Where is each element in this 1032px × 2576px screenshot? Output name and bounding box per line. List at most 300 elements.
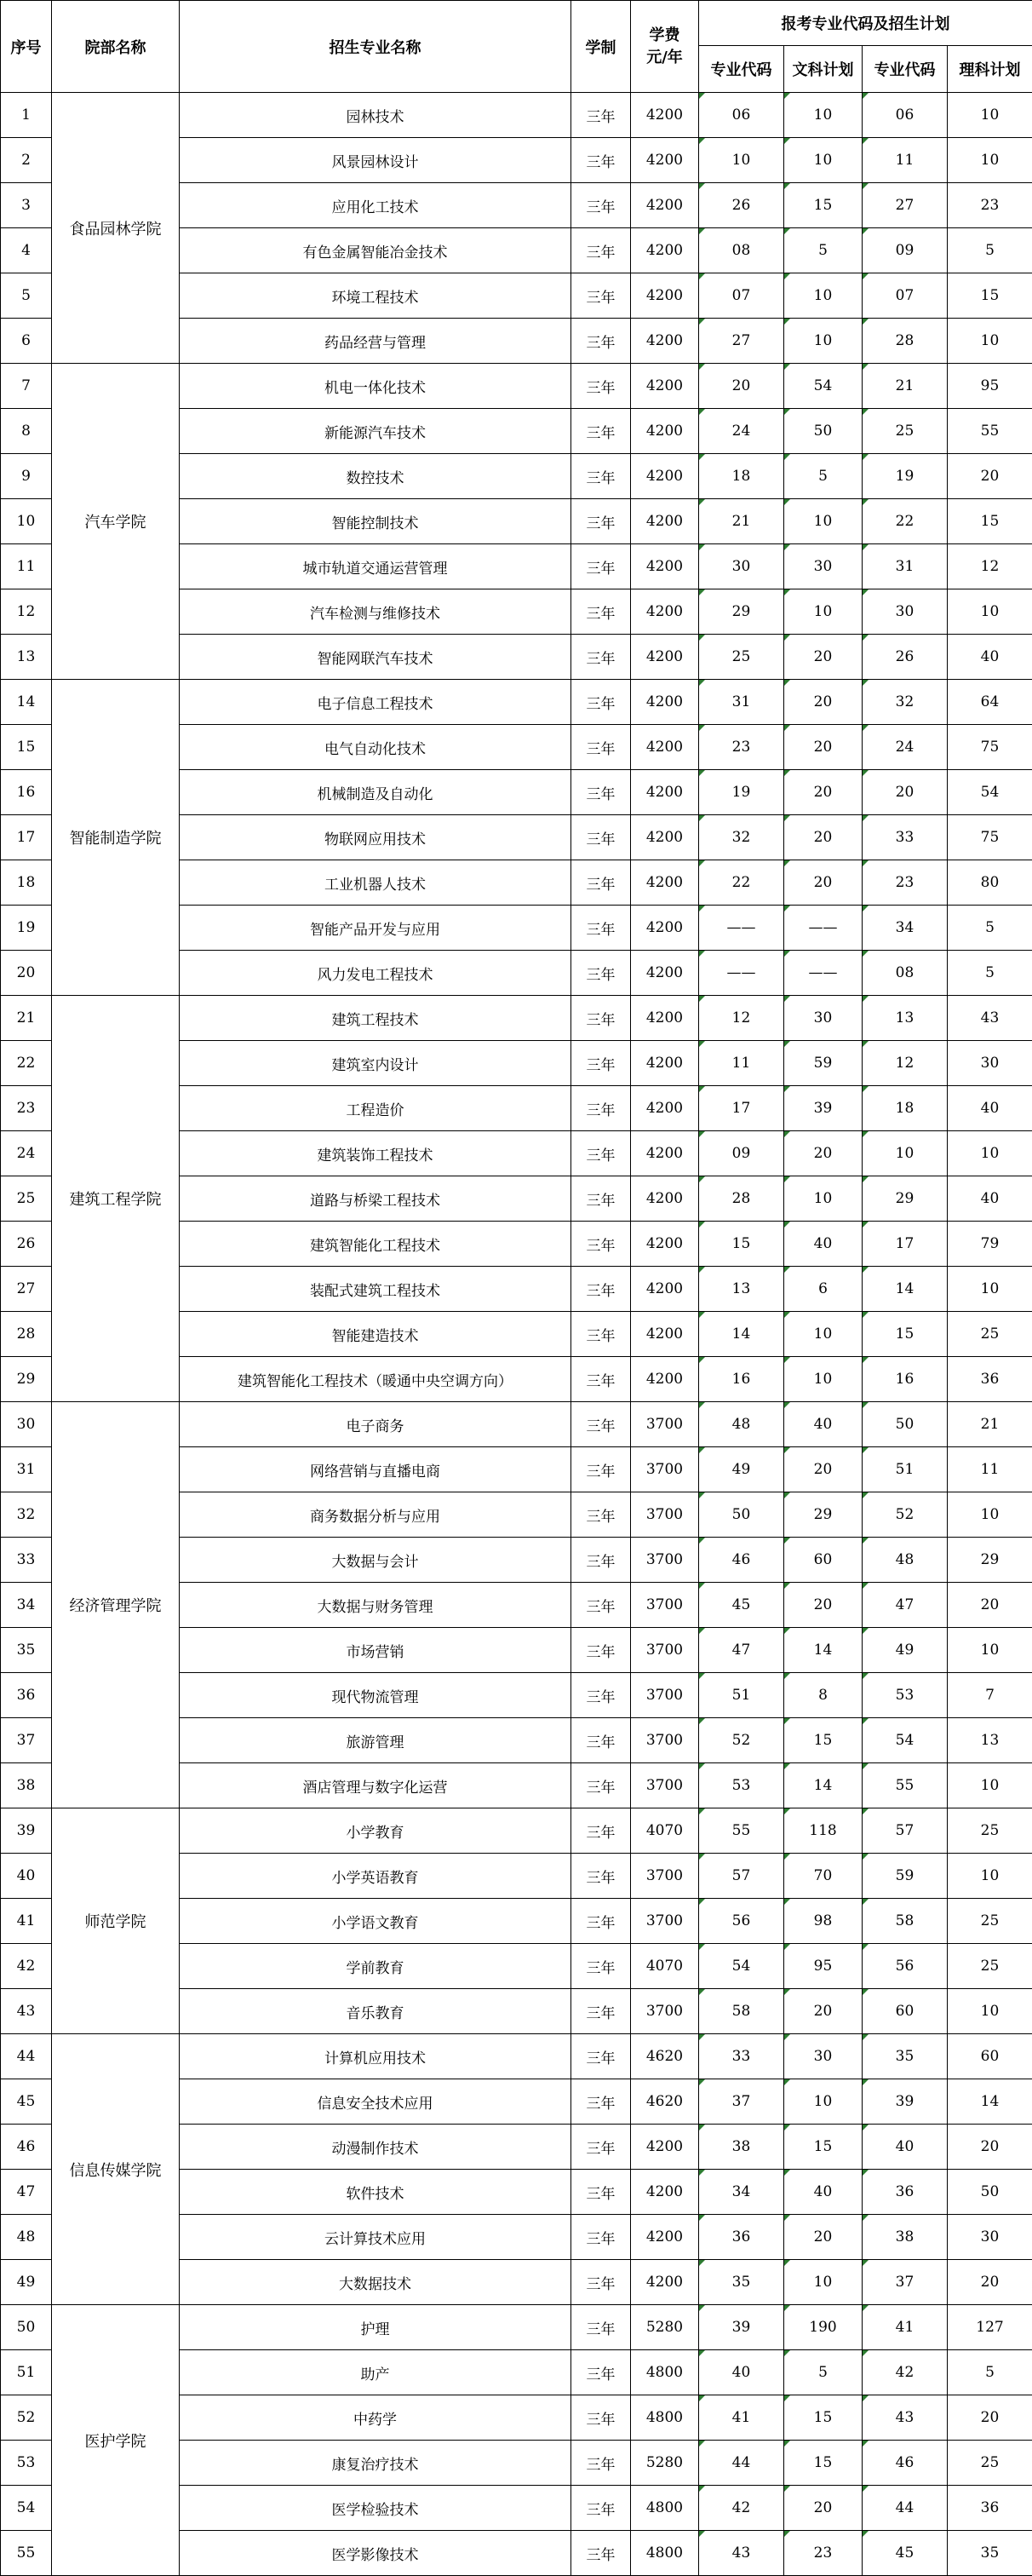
- cell-li-code: 29: [863, 1176, 948, 1222]
- cell-fee: 4200: [631, 770, 699, 815]
- cell-wen-code: 23: [699, 725, 784, 770]
- header-major: 招生专业名称: [180, 1, 571, 93]
- cell-seq: 36: [1, 1673, 52, 1718]
- cell-wen-code: 40: [699, 2350, 784, 2395]
- cell-major: 大数据与财务管理: [180, 1583, 571, 1628]
- cell-li-code: 32: [863, 680, 948, 725]
- cell-major: 装配式建筑工程技术: [180, 1267, 571, 1312]
- cell-wen-code: 18: [699, 454, 784, 499]
- cell-wen-code: ——: [699, 951, 784, 996]
- cell-duration: 三年: [571, 1944, 631, 1989]
- cell-seq: 26: [1, 1222, 52, 1267]
- cell-li-code: 48: [863, 1538, 948, 1583]
- cell-li-plan: 13: [948, 1718, 1032, 1763]
- cell-li-plan: 40: [948, 1086, 1032, 1131]
- cell-seq: 42: [1, 1944, 52, 1989]
- cell-li-plan: 23: [948, 183, 1032, 228]
- cell-fee: 4200: [631, 680, 699, 725]
- cell-fee: 3700: [631, 1854, 699, 1899]
- cell-li-plan: 36: [948, 2486, 1032, 2531]
- cell-wen-plan: 14: [784, 1763, 863, 1808]
- cell-li-plan: 25: [948, 2441, 1032, 2486]
- cell-major: 机械制造及自动化: [180, 770, 571, 815]
- cell-fee: 4620: [631, 2079, 699, 2125]
- cell-duration: 三年: [571, 2531, 631, 2576]
- cell-major: 康复治疗技术: [180, 2441, 571, 2486]
- cell-major: 酒店管理与数字化运营: [180, 1763, 571, 1808]
- cell-major: 风力发电工程技术: [180, 951, 571, 996]
- cell-li-code: 41: [863, 2305, 948, 2350]
- cell-seq: 32: [1, 1492, 52, 1538]
- cell-li-plan: 7: [948, 1673, 1032, 1718]
- cell-duration: 三年: [571, 1628, 631, 1673]
- cell-duration: 三年: [571, 1538, 631, 1583]
- cell-fee: 4200: [631, 2125, 699, 2170]
- cell-wen-plan: 59: [784, 1041, 863, 1086]
- cell-li-plan: 75: [948, 725, 1032, 770]
- cell-fee: 4200: [631, 815, 699, 860]
- cell-seq: 54: [1, 2486, 52, 2531]
- cell-duration: 三年: [571, 815, 631, 860]
- cell-seq: 40: [1, 1854, 52, 1899]
- cell-fee: 4200: [631, 364, 699, 409]
- cell-major: 建筑智能化工程技术: [180, 1222, 571, 1267]
- cell-major: 智能控制技术: [180, 499, 571, 544]
- cell-duration: 三年: [571, 1312, 631, 1357]
- cell-wen-plan: 20: [784, 680, 863, 725]
- cell-li-code: 47: [863, 1583, 948, 1628]
- cell-li-code: 22: [863, 499, 948, 544]
- cell-fee: 4200: [631, 93, 699, 138]
- cell-seq: 9: [1, 454, 52, 499]
- cell-wen-plan: 5: [784, 228, 863, 273]
- cell-seq: 51: [1, 2350, 52, 2395]
- cell-seq: 45: [1, 2079, 52, 2125]
- cell-fee: 4200: [631, 409, 699, 454]
- cell-duration: 三年: [571, 138, 631, 183]
- cell-li-plan: 5: [948, 951, 1032, 996]
- cell-wen-plan: 190: [784, 2305, 863, 2350]
- cell-seq: 38: [1, 1763, 52, 1808]
- cell-duration: 三年: [571, 364, 631, 409]
- cell-li-code: 07: [863, 273, 948, 319]
- cell-wen-code: 36: [699, 2215, 784, 2260]
- cell-duration: 三年: [571, 183, 631, 228]
- table-row: [1, 1402, 1032, 1447]
- cell-wen-plan: 10: [784, 138, 863, 183]
- cell-li-code: 28: [863, 319, 948, 364]
- cell-fee: 5280: [631, 2441, 699, 2486]
- cell-wen-code: ——: [699, 906, 784, 951]
- cell-fee: 4800: [631, 2350, 699, 2395]
- cell-li-plan: 10: [948, 1763, 1032, 1808]
- cell-wen-code: 08: [699, 228, 784, 273]
- cell-wen-code: 45: [699, 1583, 784, 1628]
- cell-li-plan: 95: [948, 364, 1032, 409]
- cell-major: 商务数据分析与应用: [180, 1492, 571, 1538]
- table-row: [1, 1808, 1032, 1854]
- header-fee-line2: 元/年: [631, 47, 698, 69]
- cell-li-plan: 10: [948, 1492, 1032, 1538]
- cell-wen-code: 15: [699, 1222, 784, 1267]
- cell-wen-plan: 30: [784, 996, 863, 1041]
- cell-major: 电子信息工程技术: [180, 680, 571, 725]
- cell-wen-code: 42: [699, 2486, 784, 2531]
- cell-major: 网络营销与直播电商: [180, 1447, 571, 1492]
- cell-fee: 3700: [631, 1402, 699, 1447]
- cell-fee: 4200: [631, 725, 699, 770]
- cell-li-code: 38: [863, 2215, 948, 2260]
- cell-major: 工业机器人技术: [180, 860, 571, 906]
- cell-wen-plan: 14: [784, 1628, 863, 1673]
- cell-li-code: 14: [863, 1267, 948, 1312]
- cell-major: 信息安全技术应用: [180, 2079, 571, 2125]
- header-wen-plan: 文科计划: [784, 46, 863, 93]
- cell-seq: 49: [1, 2260, 52, 2305]
- cell-wen-code: 30: [699, 544, 784, 589]
- cell-li-plan: 5: [948, 228, 1032, 273]
- cell-li-plan: 43: [948, 996, 1032, 1041]
- cell-seq: 27: [1, 1267, 52, 1312]
- cell-fee: 4200: [631, 319, 699, 364]
- cell-duration: 三年: [571, 635, 631, 680]
- cell-wen-code: 16: [699, 1357, 784, 1402]
- cell-fee: 4200: [631, 951, 699, 996]
- cell-seq: 5: [1, 273, 52, 319]
- cell-wen-code: 53: [699, 1763, 784, 1808]
- cell-seq: 3: [1, 183, 52, 228]
- cell-li-plan: 10: [948, 1131, 1032, 1176]
- cell-li-code: 26: [863, 635, 948, 680]
- cell-major: 大数据与会计: [180, 1538, 571, 1583]
- cell-duration: 三年: [571, 2125, 631, 2170]
- cell-wen-code: 31: [699, 680, 784, 725]
- cell-seq: 17: [1, 815, 52, 860]
- cell-major: 机电一体化技术: [180, 364, 571, 409]
- cell-li-code: 51: [863, 1447, 948, 1492]
- cell-li-code: 09: [863, 228, 948, 273]
- cell-fee: 4200: [631, 2170, 699, 2215]
- cell-wen-code: 07: [699, 273, 784, 319]
- cell-department: 医护学院: [52, 2305, 180, 2576]
- cell-wen-plan: 20: [784, 1989, 863, 2034]
- cell-fee: 4070: [631, 1808, 699, 1854]
- header-fee: [631, 1, 699, 93]
- cell-wen-code: 38: [699, 2125, 784, 2170]
- cell-wen-code: 25: [699, 635, 784, 680]
- cell-major: 小学教育: [180, 1808, 571, 1854]
- cell-li-code: 15: [863, 1312, 948, 1357]
- cell-wen-code: 44: [699, 2441, 784, 2486]
- cell-li-plan: 10: [948, 589, 1032, 635]
- cell-fee: 4200: [631, 906, 699, 951]
- table-row: [1, 996, 1032, 1041]
- cell-wen-plan: 20: [784, 725, 863, 770]
- cell-wen-code: 19: [699, 770, 784, 815]
- cell-seq: 18: [1, 860, 52, 906]
- cell-li-plan: 127: [948, 2305, 1032, 2350]
- cell-li-code: 13: [863, 996, 948, 1041]
- cell-wen-plan: 39: [784, 1086, 863, 1131]
- cell-li-plan: 20: [948, 1583, 1032, 1628]
- cell-wen-plan: 30: [784, 2034, 863, 2079]
- cell-li-plan: 10: [948, 1628, 1032, 1673]
- cell-li-code: 45: [863, 2531, 948, 2576]
- cell-duration: 三年: [571, 1086, 631, 1131]
- cell-wen-code: 32: [699, 815, 784, 860]
- cell-fee: 4620: [631, 2034, 699, 2079]
- cell-wen-code: 35: [699, 2260, 784, 2305]
- cell-li-plan: 20: [948, 454, 1032, 499]
- cell-major: 道路与桥梁工程技术: [180, 1176, 571, 1222]
- table-row: [1, 680, 1032, 725]
- cell-duration: 三年: [571, 906, 631, 951]
- cell-seq: 47: [1, 2170, 52, 2215]
- cell-fee: 4070: [631, 1944, 699, 1989]
- cell-li-code: 31: [863, 544, 948, 589]
- cell-wen-plan: ——: [784, 906, 863, 951]
- cell-wen-code: 47: [699, 1628, 784, 1673]
- cell-fee: 3700: [631, 1447, 699, 1492]
- cell-wen-code: 46: [699, 1538, 784, 1583]
- cell-wen-code: 56: [699, 1899, 784, 1944]
- cell-wen-code: 49: [699, 1447, 784, 1492]
- cell-duration: 三年: [571, 589, 631, 635]
- cell-seq: 2: [1, 138, 52, 183]
- cell-li-code: 19: [863, 454, 948, 499]
- cell-li-code: 18: [863, 1086, 948, 1131]
- cell-wen-code: 28: [699, 1176, 784, 1222]
- cell-duration: 三年: [571, 544, 631, 589]
- cell-duration: 三年: [571, 1763, 631, 1808]
- cell-fee: 4200: [631, 1176, 699, 1222]
- cell-seq: 44: [1, 2034, 52, 2079]
- cell-li-code: 23: [863, 860, 948, 906]
- cell-wen-plan: 20: [784, 1131, 863, 1176]
- cell-fee: 3700: [631, 1628, 699, 1673]
- cell-li-code: 35: [863, 2034, 948, 2079]
- cell-li-code: 60: [863, 1989, 948, 2034]
- cell-li-plan: 10: [948, 1989, 1032, 2034]
- cell-li-plan: 25: [948, 1944, 1032, 1989]
- cell-wen-plan: 30: [784, 544, 863, 589]
- cell-li-code: 12: [863, 1041, 948, 1086]
- cell-duration: 三年: [571, 770, 631, 815]
- cell-wen-plan: 40: [784, 2170, 863, 2215]
- cell-li-plan: 20: [948, 2395, 1032, 2441]
- cell-duration: 三年: [571, 2395, 631, 2441]
- cell-major: 小学英语教育: [180, 1854, 571, 1899]
- cell-li-plan: 5: [948, 2350, 1032, 2395]
- cell-li-plan: 15: [948, 273, 1032, 319]
- cell-major: 小学语文教育: [180, 1899, 571, 1944]
- cell-li-plan: 10: [948, 1267, 1032, 1312]
- cell-li-plan: 25: [948, 1808, 1032, 1854]
- cell-wen-code: 50: [699, 1492, 784, 1538]
- cell-li-code: 37: [863, 2260, 948, 2305]
- cell-wen-code: 51: [699, 1673, 784, 1718]
- cell-fee: 4200: [631, 499, 699, 544]
- cell-major: 学前教育: [180, 1944, 571, 1989]
- cell-major: 药品经营与管理: [180, 319, 571, 364]
- cell-wen-plan: 15: [784, 2441, 863, 2486]
- cell-li-code: 53: [863, 1673, 948, 1718]
- cell-major: 计算机应用技术: [180, 2034, 571, 2079]
- cell-wen-plan: 98: [784, 1899, 863, 1944]
- cell-li-code: 58: [863, 1899, 948, 1944]
- cell-fee: 4200: [631, 1357, 699, 1402]
- cell-fee: 3700: [631, 1583, 699, 1628]
- cell-wen-plan: 20: [784, 1447, 863, 1492]
- cell-wen-plan: 10: [784, 93, 863, 138]
- header-fee-line1: 学费: [631, 25, 698, 47]
- cell-wen-plan: 20: [784, 1583, 863, 1628]
- cell-li-code: 27: [863, 183, 948, 228]
- cell-wen-code: 24: [699, 409, 784, 454]
- cell-wen-code: 27: [699, 319, 784, 364]
- cell-fee: 4200: [631, 996, 699, 1041]
- cell-seq: 1: [1, 93, 52, 138]
- cell-wen-code: 22: [699, 860, 784, 906]
- cell-duration: 三年: [571, 2350, 631, 2395]
- cell-wen-code: 55: [699, 1808, 784, 1854]
- cell-fee: 4200: [631, 589, 699, 635]
- cell-li-code: 11: [863, 138, 948, 183]
- cell-wen-code: 34: [699, 2170, 784, 2215]
- cell-major: 旅游管理: [180, 1718, 571, 1763]
- cell-department: 智能制造学院: [52, 680, 180, 996]
- cell-duration: 三年: [571, 1899, 631, 1944]
- cell-duration: 三年: [571, 228, 631, 273]
- header-li-plan: 理科计划: [948, 46, 1032, 93]
- cell-major: 现代物流管理: [180, 1673, 571, 1718]
- cell-fee: 4200: [631, 1086, 699, 1131]
- cell-li-plan: 35: [948, 2531, 1032, 2576]
- cell-li-plan: 20: [948, 2125, 1032, 2170]
- table-row: [1, 2305, 1032, 2350]
- cell-major: 助产: [180, 2350, 571, 2395]
- cell-wen-code: 57: [699, 1854, 784, 1899]
- cell-li-plan: 29: [948, 1538, 1032, 1583]
- cell-wen-code: 14: [699, 1312, 784, 1357]
- cell-seq: 34: [1, 1583, 52, 1628]
- cell-li-code: 55: [863, 1763, 948, 1808]
- cell-duration: 三年: [571, 1583, 631, 1628]
- cell-li-plan: 10: [948, 138, 1032, 183]
- cell-li-plan: 80: [948, 860, 1032, 906]
- cell-wen-plan: 50: [784, 409, 863, 454]
- cell-duration: 三年: [571, 93, 631, 138]
- cell-fee: 3700: [631, 1718, 699, 1763]
- cell-major: 有色金属智能冶金技术: [180, 228, 571, 273]
- cell-wen-code: 58: [699, 1989, 784, 2034]
- cell-li-plan: 60: [948, 2034, 1032, 2079]
- cell-wen-plan: 5: [784, 454, 863, 499]
- cell-seq: 13: [1, 635, 52, 680]
- cell-seq: 20: [1, 951, 52, 996]
- cell-major: 风景园林设计: [180, 138, 571, 183]
- cell-fee: 4200: [631, 228, 699, 273]
- cell-wen-code: 20: [699, 364, 784, 409]
- cell-duration: 三年: [571, 1808, 631, 1854]
- cell-li-code: 54: [863, 1718, 948, 1763]
- cell-major: 音乐教育: [180, 1989, 571, 2034]
- cell-seq: 52: [1, 2395, 52, 2441]
- cell-li-code: 25: [863, 409, 948, 454]
- cell-duration: 三年: [571, 1492, 631, 1538]
- cell-fee: 4200: [631, 1131, 699, 1176]
- cell-li-code: 52: [863, 1492, 948, 1538]
- cell-major: 物联网应用技术: [180, 815, 571, 860]
- cell-wen-plan: 118: [784, 1808, 863, 1854]
- cell-li-code: 10: [863, 1131, 948, 1176]
- cell-fee: 4200: [631, 544, 699, 589]
- cell-major: 软件技术: [180, 2170, 571, 2215]
- cell-seq: 55: [1, 2531, 52, 2576]
- cell-li-code: 17: [863, 1222, 948, 1267]
- cell-department: 师范学院: [52, 1808, 180, 2034]
- cell-duration: 三年: [571, 2215, 631, 2260]
- cell-major: 建筑智能化工程技术（暖通中央空调方向）: [180, 1357, 571, 1402]
- header-wen-code: 专业代码: [699, 46, 784, 93]
- table-body: [1, 93, 1032, 2576]
- cell-duration: 三年: [571, 725, 631, 770]
- cell-li-plan: 50: [948, 2170, 1032, 2215]
- cell-major: 建筑装饰工程技术: [180, 1131, 571, 1176]
- cell-major: 数控技术: [180, 454, 571, 499]
- cell-fee: 4200: [631, 2260, 699, 2305]
- cell-seq: 15: [1, 725, 52, 770]
- cell-wen-code: 12: [699, 996, 784, 1041]
- cell-wen-code: 29: [699, 589, 784, 635]
- cell-li-plan: 40: [948, 1176, 1032, 1222]
- cell-li-code: 30: [863, 589, 948, 635]
- cell-li-code: 59: [863, 1854, 948, 1899]
- cell-duration: 三年: [571, 1222, 631, 1267]
- header-dept: 院部名称: [52, 1, 180, 93]
- cell-seq: 33: [1, 1538, 52, 1583]
- cell-wen-code: 09: [699, 1131, 784, 1176]
- cell-major: 智能网联汽车技术: [180, 635, 571, 680]
- cell-li-code: 49: [863, 1628, 948, 1673]
- cell-li-code: 39: [863, 2079, 948, 2125]
- cell-wen-plan: 60: [784, 1538, 863, 1583]
- cell-li-code: 56: [863, 1944, 948, 1989]
- cell-seq: 22: [1, 1041, 52, 1086]
- cell-li-code: 21: [863, 364, 948, 409]
- cell-major: 建筑工程技术: [180, 996, 571, 1041]
- cell-major: 护理: [180, 2305, 571, 2350]
- cell-wen-code: 13: [699, 1267, 784, 1312]
- cell-fee: 4800: [631, 2531, 699, 2576]
- cell-seq: 8: [1, 409, 52, 454]
- cell-duration: 三年: [571, 499, 631, 544]
- cell-wen-code: 48: [699, 1402, 784, 1447]
- cell-duration: 三年: [571, 1267, 631, 1312]
- cell-duration: 三年: [571, 1854, 631, 1899]
- cell-duration: 三年: [571, 1673, 631, 1718]
- cell-major: 城市轨道交通运营管理: [180, 544, 571, 589]
- cell-wen-plan: 10: [784, 589, 863, 635]
- cell-seq: 48: [1, 2215, 52, 2260]
- cell-li-code: 16: [863, 1357, 948, 1402]
- cell-duration: 三年: [571, 454, 631, 499]
- cell-duration: 三年: [571, 2441, 631, 2486]
- cell-seq: 31: [1, 1447, 52, 1492]
- cell-duration: 三年: [571, 1989, 631, 2034]
- cell-seq: 16: [1, 770, 52, 815]
- cell-wen-plan: 6: [784, 1267, 863, 1312]
